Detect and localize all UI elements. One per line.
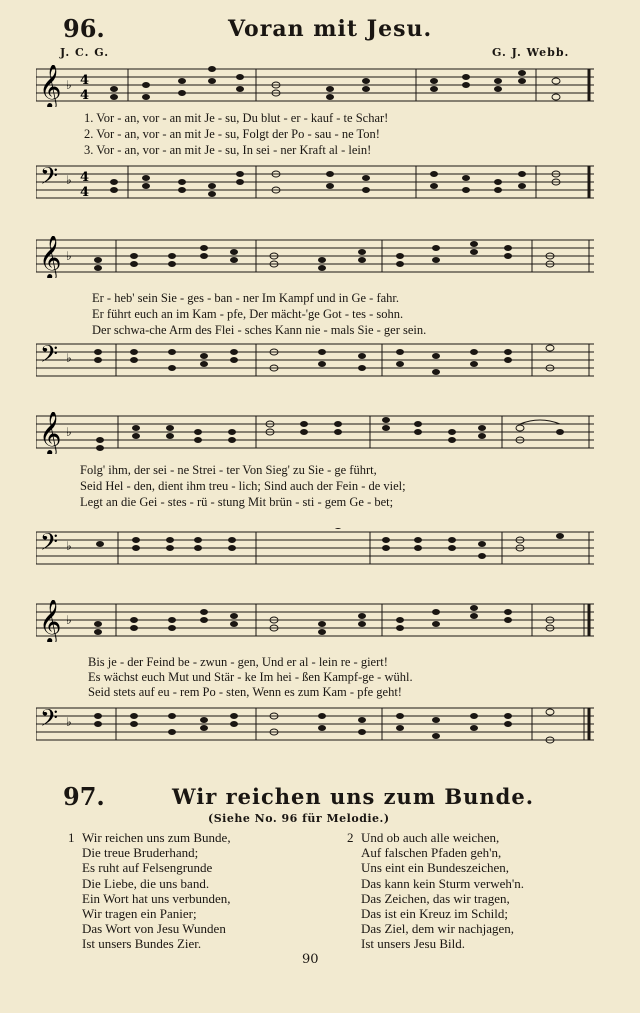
- composer-credit: G. J. Webb.: [492, 46, 570, 59]
- bass-staff: [36, 528, 594, 570]
- stanza-line: Ein Wort hat uns verbunden,: [82, 890, 231, 906]
- stanza: [82, 830, 231, 952]
- treble-staff: [36, 412, 594, 454]
- svg-text:𝄢: 𝄢: [40, 162, 59, 195]
- lyric-line: Folg' ihm, der sei - ne Strei - ter Von Sieg' zu Sie - ge führt,: [80, 463, 377, 477]
- stanza-line: Das Zeichen, das wir tragen,: [361, 890, 510, 906]
- hymn-number: 97.: [63, 782, 105, 811]
- stanza-number: 1: [68, 830, 75, 845]
- stanza-line: Ist unsers Bundes Zier.: [82, 936, 202, 952]
- svg-text:♭: ♭: [66, 425, 72, 439]
- bass-staff: [36, 340, 594, 382]
- svg-text:♭: ♭: [66, 351, 72, 365]
- svg-text:♭: ♭: [66, 613, 72, 627]
- stanza-line: Das ist ein Kreuz im Schild;: [361, 906, 508, 922]
- svg-text:♭: ♭: [66, 539, 72, 553]
- svg-text:4: 4: [80, 88, 90, 103]
- lyric-line: Seid stets auf eu - rem Po - sten, Wenn es zum Kam - pfe geht!: [88, 685, 402, 699]
- svg-text:𝄢: 𝄢: [40, 704, 59, 737]
- stanza-line: Die treue Bruderhand;: [82, 845, 199, 861]
- svg-text:𝄞: 𝄞: [39, 236, 62, 278]
- svg-text:𝄢: 𝄢: [40, 528, 59, 561]
- page-number: 90: [302, 952, 319, 967]
- hymn-title: Voran mit Jesu.: [228, 16, 433, 42]
- hymn-title: Wir reichen uns zum Bunde.: [172, 784, 534, 809]
- melody-reference: (Siehe No. 96 für Melodie.): [208, 812, 390, 825]
- svg-text:♭: ♭: [66, 715, 72, 729]
- stanza-line: Wir tragen ein Panier;: [82, 906, 197, 922]
- stanza-line: Die Liebe, die uns band.: [82, 875, 210, 891]
- treble-staff: [36, 600, 594, 642]
- stanza: [361, 830, 524, 952]
- lyric-line: Es wächst euch Mut und Stär - ke Im hei - ßen Kampf-ge - wühl.: [88, 670, 413, 684]
- lyric-line: 3. Vor - an, vor - an mit Je - su, In sei - ner Kraft al - lein!: [84, 143, 372, 157]
- lyric-line: 2. Vor - an, vor - an mit Je - su, Folgt der Po - sau - ne Ton!: [84, 127, 380, 141]
- svg-text:𝄢: 𝄢: [40, 340, 59, 373]
- lyric-line: Legt an die Gei - stes - rü - stung Mit brün - sti - gem Ge - bet;: [80, 495, 394, 509]
- svg-text:𝄞: 𝄞: [39, 600, 62, 642]
- lyric-line: 1. Vor - an, vor - an mit Je - su, Du blut - er - kauf - te Schar!: [84, 111, 389, 125]
- stanza-line: Und ob auch alle weichen,: [361, 830, 500, 845]
- svg-text:♭: ♭: [66, 249, 72, 263]
- lyric-line: Der schwa-che Arm des Flei - sches Kann nie - mals Sie - ger sein.: [92, 323, 427, 337]
- lyric-line: Er führt euch an im Kam - pfe, Der mächt-'ge Got - tes - sohn.: [92, 307, 404, 321]
- stanza-line: Wir reichen uns zum Bunde,: [82, 830, 231, 845]
- lyric-line: Er - heb' sein Sie - ges - ban - ner Im Kampf und in Ge - fahr.: [92, 291, 400, 305]
- hymn-number: 96.: [63, 14, 105, 43]
- stanza-line: Es ruht auf Felsengrunde: [82, 860, 213, 876]
- stanza-line: Das kann kein Sturm verweh'n.: [361, 875, 525, 891]
- svg-text:4: 4: [80, 73, 90, 88]
- stanza-number: 2: [347, 830, 354, 845]
- svg-text:♭: ♭: [66, 78, 72, 92]
- lyric-line: Seid Hel - den, dient ihm treu - lich; Sind auch der Fein - de viel;: [80, 479, 406, 493]
- stanza-line: Auf falschen Pfaden geh'n,: [361, 845, 502, 861]
- svg-text:4: 4: [80, 185, 90, 200]
- svg-text:𝄞: 𝄞: [39, 412, 62, 454]
- stanza-line: Ist unsers Jesu Bild.: [361, 936, 465, 952]
- bass-staff: [36, 704, 594, 746]
- treble-staff: [36, 65, 594, 107]
- svg-text:𝄞: 𝄞: [39, 65, 62, 107]
- bass-staff: [36, 162, 594, 204]
- stanza-line: Das Ziel, dem wir nachjagen,: [361, 921, 515, 937]
- svg-text:4: 4: [80, 170, 90, 185]
- stanza-line: Das Wort von Jesu Wunden: [82, 921, 226, 937]
- lyric-line: Bis je - der Feind be - zwun - gen, Und er al - lein re - giert!: [88, 655, 388, 669]
- svg-text:♭: ♭: [66, 173, 72, 187]
- treble-staff: [36, 236, 594, 278]
- lyricist-credit: J. C. G.: [60, 46, 110, 59]
- stanza-line: Uns eint ein Bundeszeichen,: [361, 860, 510, 876]
